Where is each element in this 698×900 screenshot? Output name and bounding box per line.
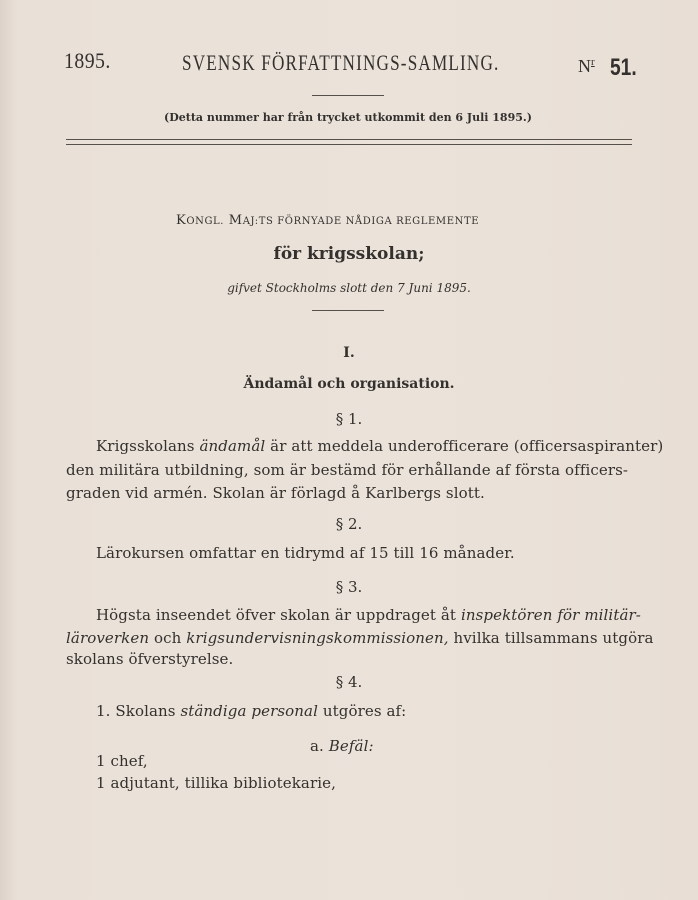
section-4-item-2: 1 adjutant, tillika bibliotekarie, bbox=[96, 774, 336, 792]
header-year: 1895. bbox=[64, 48, 111, 73]
header-title: SVENSK FÖRFATTNINGS-SAMLING. bbox=[182, 50, 500, 75]
chapter-number: I. bbox=[343, 345, 355, 361]
section-3-line-1: Högsta inseendet öfver skolan är uppdraget åt inspektören för militär- bbox=[96, 606, 641, 624]
title-divider bbox=[312, 310, 384, 311]
section-1-line-1: Krigsskolans ändamål är att meddela underofficerare (officersaspiranter) bbox=[96, 437, 664, 455]
section-2-label: § 2. bbox=[335, 515, 363, 533]
section-2-line-1: Lärokursen omfattar en tidrymd af 15 till 16 månader. bbox=[96, 544, 515, 562]
publication-notice: (Detta nummer har från trycket utkommit den 6 Juli 1895.) bbox=[164, 111, 532, 124]
section-3-line-3: skolans öfverstyrelse. bbox=[66, 650, 234, 668]
section-1-line-2: den militära utbildning, som är bestämd för erhållande af första officers- bbox=[66, 461, 629, 479]
section-3-line-2: läroverken och krigsundervisningskommissionen, hvilka tillsammans utgöra bbox=[66, 629, 654, 647]
section-4-label: § 4. bbox=[335, 673, 363, 691]
header-divider bbox=[312, 95, 384, 96]
section-1-line-3: graden vid armén. Skolan är förlagd å Karlbergs slott. bbox=[66, 484, 485, 502]
chapter-title: Ändamål och organisation. bbox=[243, 376, 455, 392]
header-number-label: $N^r$ bbox=[578, 56, 595, 76]
section-3-label: § 3. bbox=[335, 578, 363, 596]
section-4-line-1: 1. Skolans ständiga personal utgöres af: bbox=[96, 702, 407, 720]
section-4-subheading: a. Befäl: bbox=[310, 737, 374, 755]
decree-heading: KONGL. MAJ:TS FÖRNYADE NÅDIGA REGLEMENTE bbox=[176, 213, 480, 228]
decree-date: gifvet Stockholms slott den 7 Juni 1895. bbox=[227, 281, 471, 295]
header-double-rule bbox=[66, 139, 632, 145]
section-4-item-1: 1 chef, bbox=[96, 752, 148, 770]
header-number: 51. bbox=[610, 54, 637, 81]
section-1-label: § 1. bbox=[335, 410, 363, 428]
decree-title: för krigsskolan; bbox=[273, 244, 425, 264]
